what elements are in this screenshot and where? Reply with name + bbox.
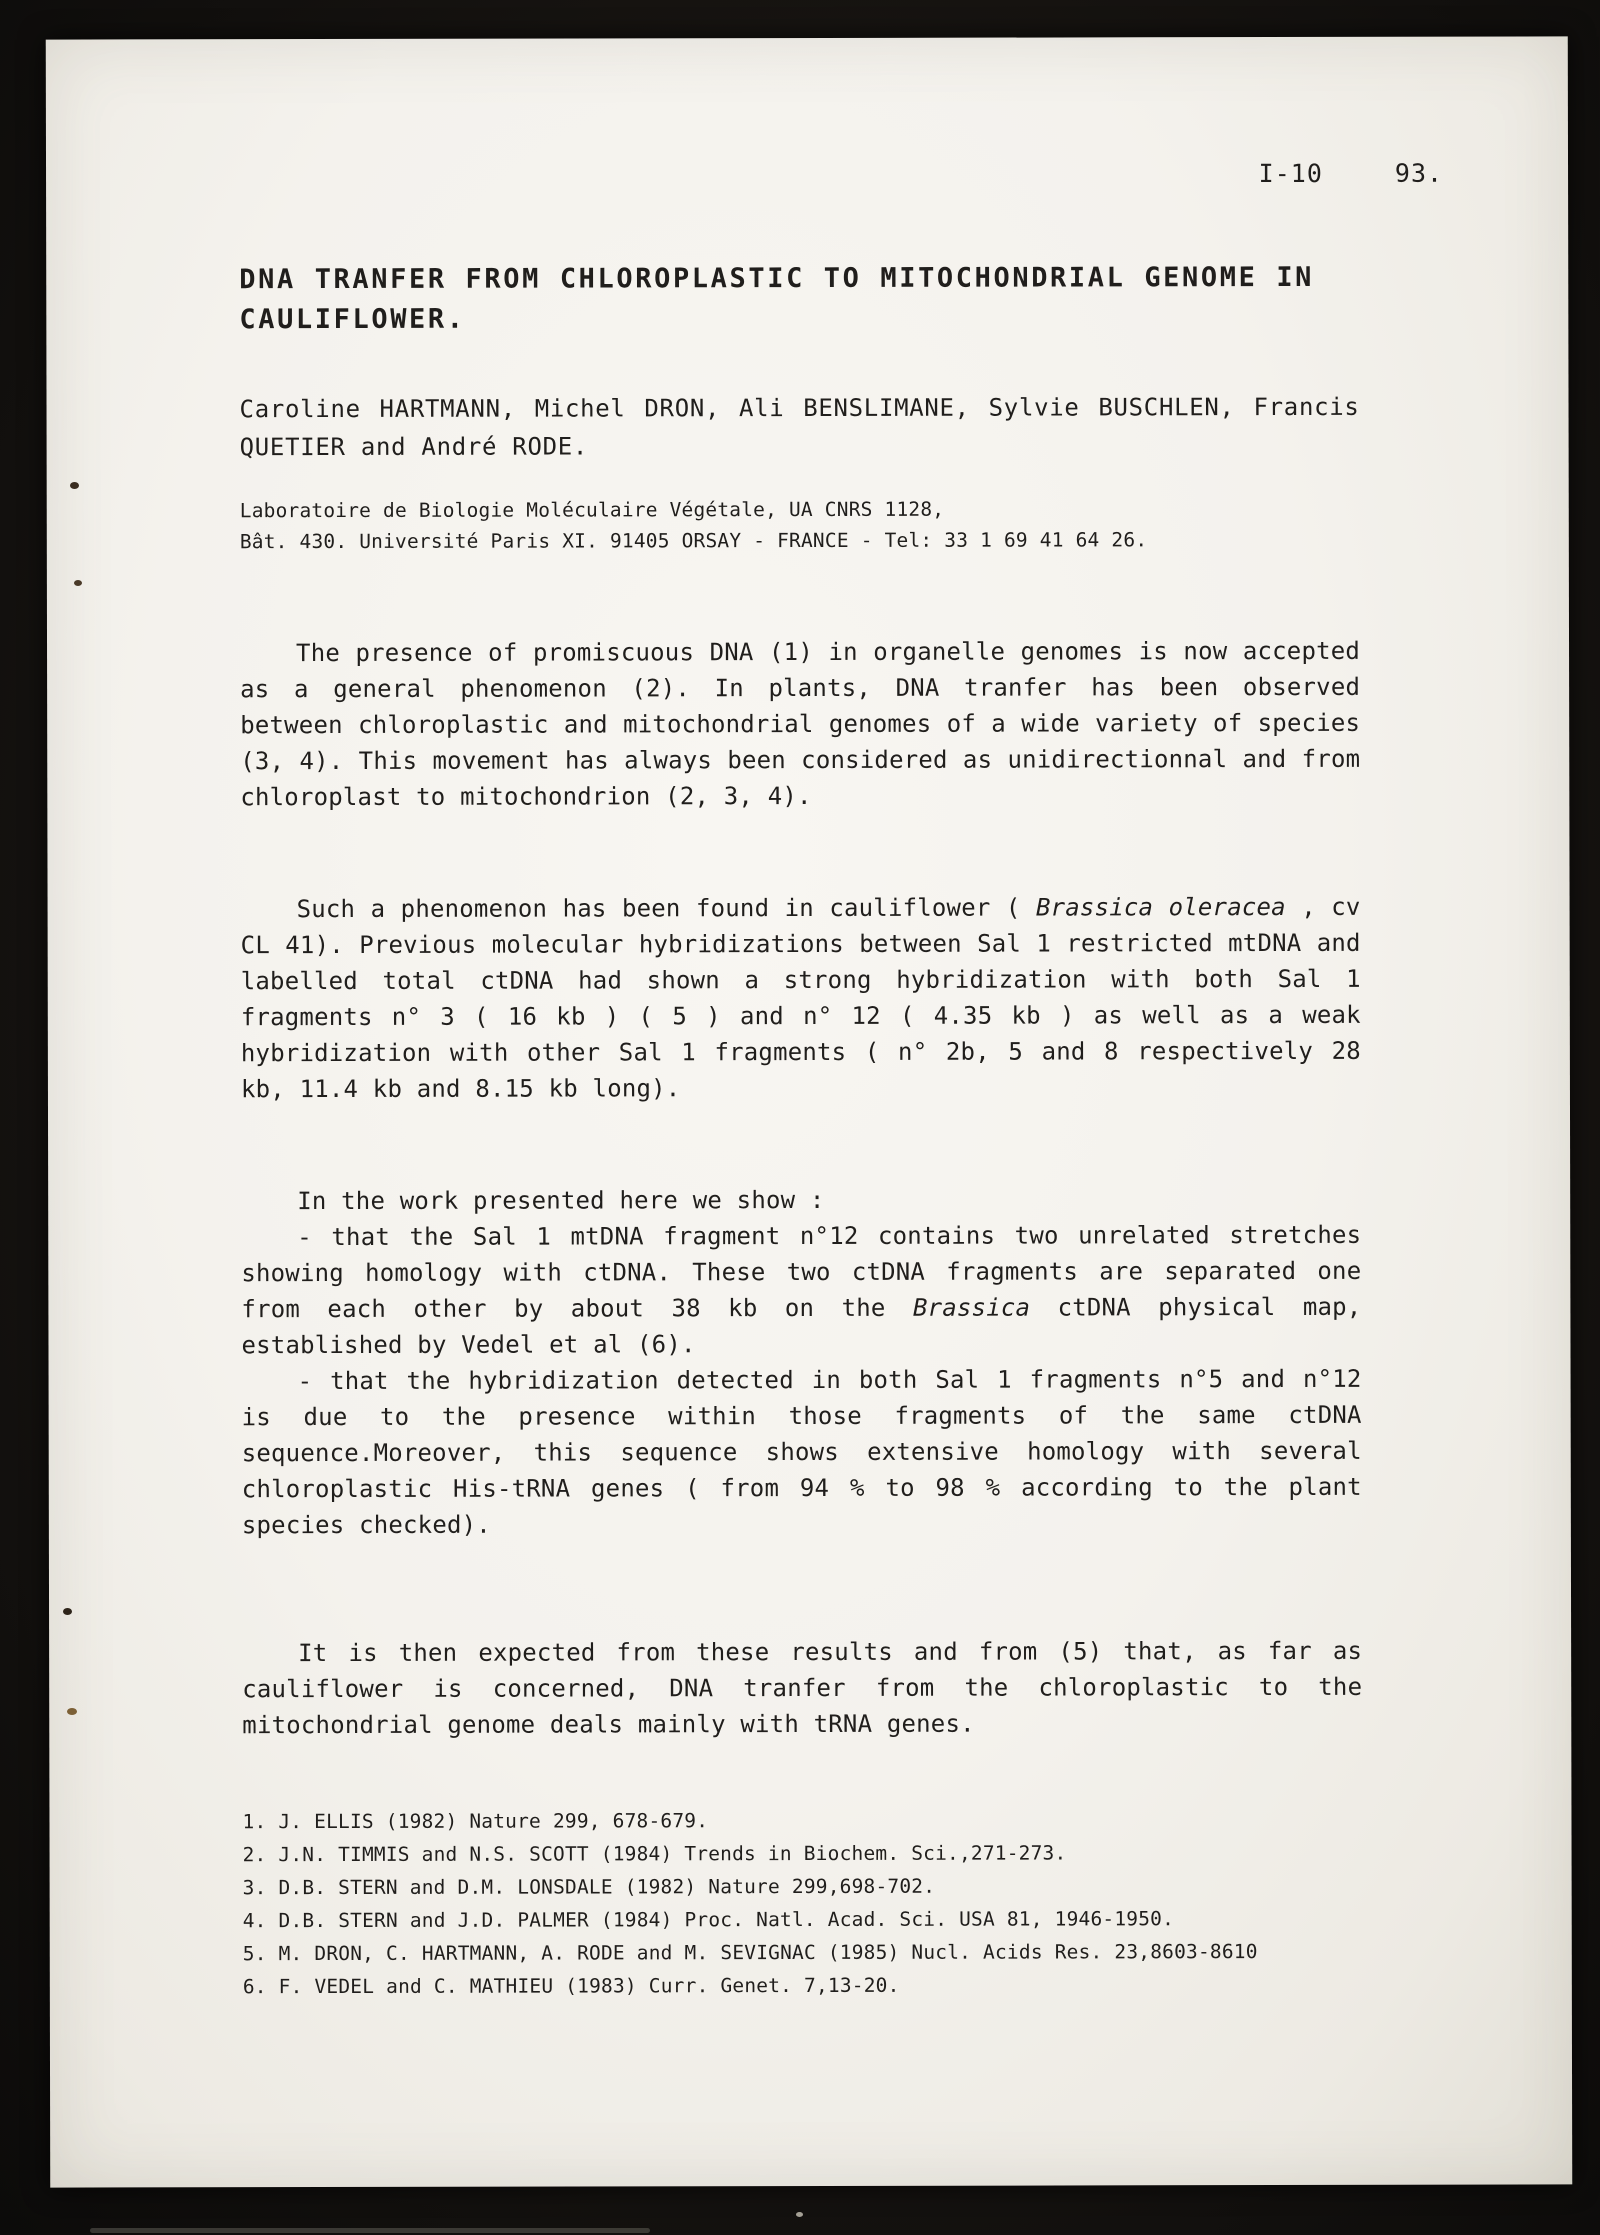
paragraph-2 xyxy=(241,889,1361,1107)
paragraph-2-text: Such a phenomenon has been found in cauliflower ( xyxy=(296,893,1036,924)
reference-item-1: 1. J. ELLIS (1982) Nature 299, 678-679. xyxy=(242,1809,709,1834)
session-code: I-10 xyxy=(1258,158,1323,189)
paragraph-3-item-2: - that the hybridization detected in both Sal 1 fragments n°5 and n°12 is due to the presence within those fragments of the same ctDNA sequence.Moreover, this sequence shows extensive homology with several chloroplastic His-tRNA genes ( from 94 % to 98 % according to the plant species checked). xyxy=(241,1364,1362,1540)
paper-speck xyxy=(74,580,82,586)
reference-item-2: 2. J.N. TIMMIS and N.S. SCOTT (1984) Trends in Biochem. Sci.,271-273. xyxy=(242,1841,1067,1867)
reference-item-5: 5. M. DRON, C. HARTMANN, A. RODE and M. SEVIGNAC (1985) Nucl. Acids Res. 23,8603-8610 xyxy=(242,1940,1258,1966)
page-header xyxy=(46,159,1443,191)
paragraph-1: The presence of promiscuous DNA (1) in organelle genomes is now accepted as a general phenomenon (2). In plants, DNA tranfer has been observed between chloroplastic and mitochondrial genomes of a wide variety of species (3, 4). This movement has always been considered as unidirectionnal and from chloroplast to mitochondrion (2, 3, 4). xyxy=(240,636,1361,812)
paper-title xyxy=(239,258,1418,340)
affiliation-line-1: Laboratoire de Biologie Moléculaire Végétale, UA CNRS 1128, xyxy=(239,497,945,523)
reference-item-4: 4. D.B. STERN and J.D. PALMER (1984) Proc. Natl. Acad. Sci. USA 81, 1946-1950. xyxy=(242,1907,1175,1933)
page-number: 93. xyxy=(1394,158,1444,188)
paragraph-3-item-1-text: - that the Sal 1 mtDNA fragment n°12 contains two unrelated stretches showing homology with ctDNA. These two ctDNA fragments are separated one from each other by about 38 kb on the xyxy=(241,1220,1362,1324)
affiliation-line-2: Bât. 430. Université Paris XI. 91405 ORSAY - FRANCE - Tel: 33 1 69 41 64 26. xyxy=(239,528,1148,554)
paragraph-3-item-1 xyxy=(241,1217,1361,1363)
paper-title-line-2: CAULIFLOWER. xyxy=(239,303,466,336)
scan-edge-highlight xyxy=(90,2228,650,2233)
paragraph-3-intro: In the work presented here we show : xyxy=(297,1185,825,1216)
reference-list xyxy=(242,1803,1421,2003)
reference-item-3: 3. D.B. STERN and D.M. LONSDALE (1982) Nature 299,698-702. xyxy=(242,1874,936,1900)
authors: Caroline HARTMANN, Michel DRON, Ali BENSLIMANE, Sylvie BUSCHLEN, Francis QUETIER and André RODE. xyxy=(239,392,1360,462)
affiliation xyxy=(240,493,1419,557)
document-page xyxy=(46,36,1572,2187)
paragraph-2-species-name: Brassica oleracea xyxy=(1035,893,1286,922)
paragraph-3-item-1-text-cont: ctDNA physical map, established by Vedel et al (6). xyxy=(241,1292,1362,1360)
paper-speck xyxy=(67,1708,77,1715)
paragraph-3-item-1-species-name: Brassica xyxy=(912,1293,1031,1322)
paragraph-4: It is then expected from these results and from (5) that, as far as cauliflower is concerned, DNA tranfer from the chloroplastic to the mitochondrial genome deals mainly with tRNA genes. xyxy=(242,1636,1363,1740)
paper-title-line-1: DNA TRANFER FROM CHLOROPLASTIC TO MITOCHONDRIAL GENOME IN xyxy=(239,261,1315,296)
paper-speck xyxy=(796,2212,803,2217)
paragraph-2-text-cont: , cv CL 41). Previous molecular hybridizations between Sal 1 restricted mtDNA and labelled total ctDNA had shown a strong hybridization with both Sal 1 fragments n° 3 ( 16 kb ) ( 5 ) and n° 12 ( 4.35 kb ) as well as a weak hybridization with other Sal 1 fragments ( n° 2b, 5 and 8 respectively 28 kb, 11.4 kb and 8.15 kb long). xyxy=(240,892,1361,1104)
paper-speck xyxy=(70,482,79,489)
reference-item-6: 6. F. VEDEL and C. MATHIEU (1983) Curr. Genet. 7,13-20. xyxy=(242,1973,900,1999)
paper-speck xyxy=(63,1608,72,1615)
